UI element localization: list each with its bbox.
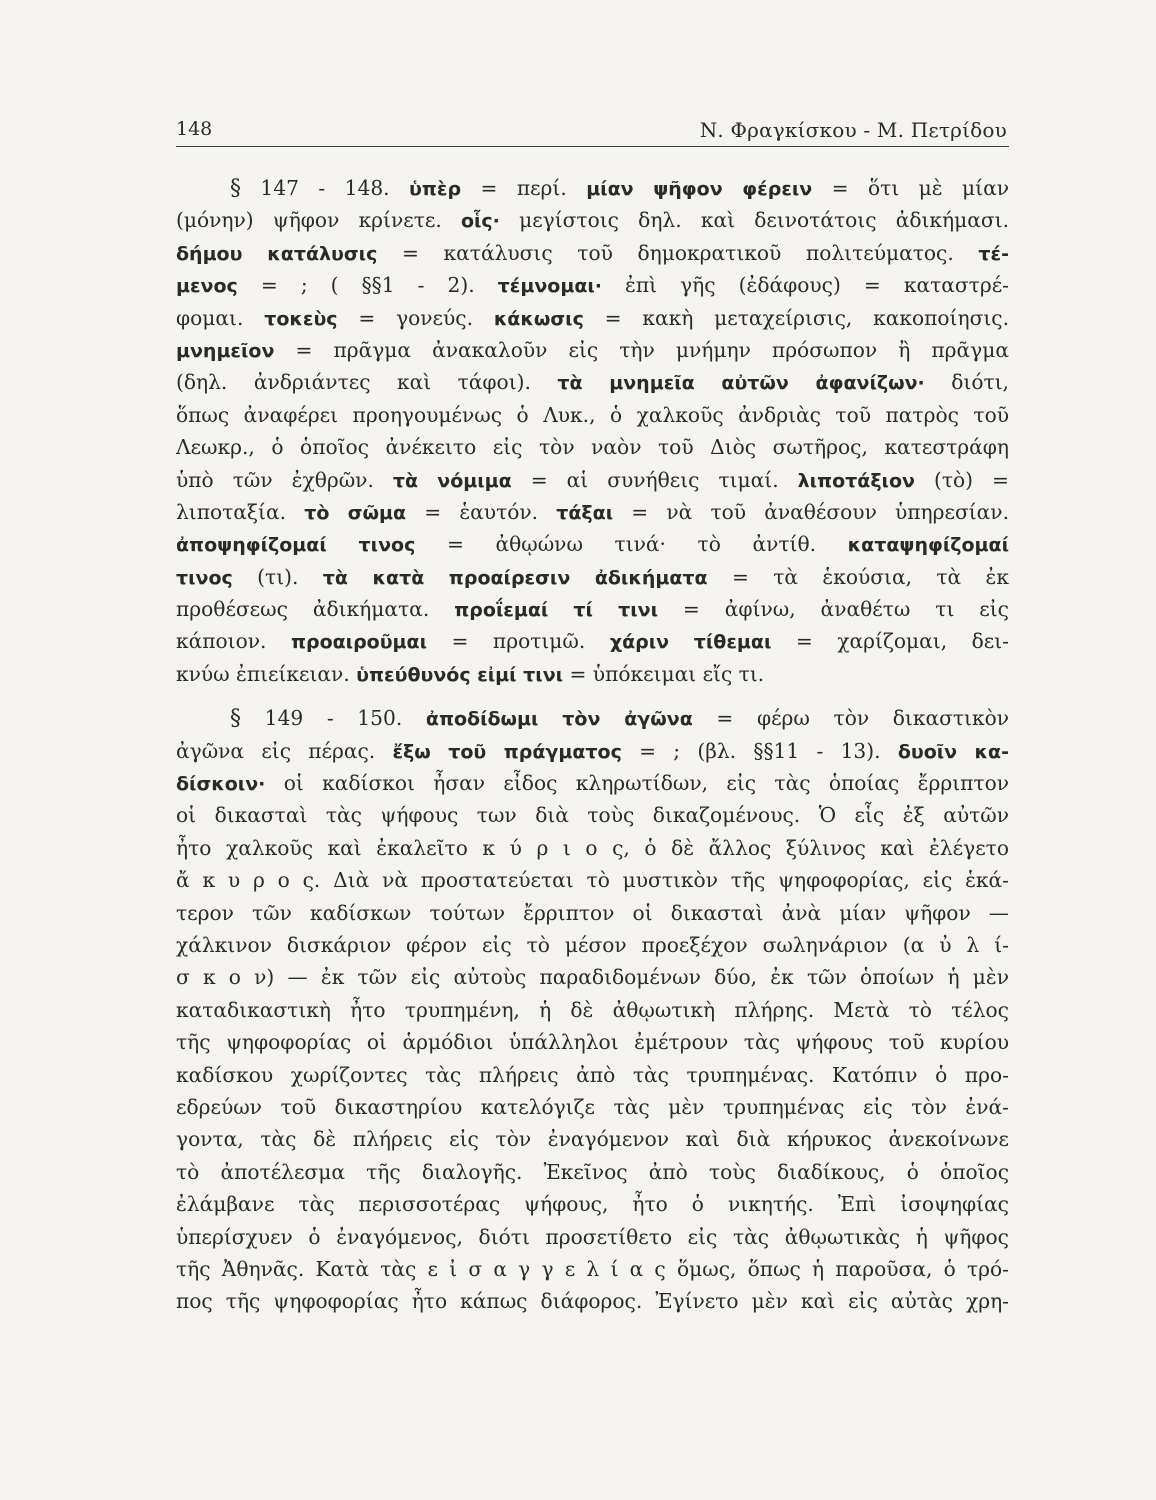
section-sign: § — [230, 706, 241, 732]
para1-line: § 147 - 148. ὑπὲρ = περί. μίαν ψῆφον φέρειν = ὅτι μὲ μίαν — [230, 176, 1009, 201]
para1-line: κάποιον. προαιροῦμαι = προτιμῶ. χάριν τίθεμαι = χαρίζομαι, δει- — [176, 629, 1009, 654]
para1-line: προθέσεως ἀδικήματα. προΐεμαί τί τινι = ἀφίνω, ἀναθέτω τι εἰς — [176, 597, 1009, 622]
running-head: Ν. Φραγκίσκου - Μ. Πετρίδου — [699, 118, 1007, 142]
para1-line: κνύω ἐπιείκειαν. ὑπεύθυνός εἰμί τινι = ὑπόκειμαι εἴς τι. — [176, 661, 765, 686]
para1-line: δήμου κατάλυσις = κατάλυσις τοῦ δημοκρατικοῦ πολιτεύματος. τέ- — [176, 240, 1009, 265]
para2-line: πος τῆς ψηφοφορίας ἦτο κάπως διάφορος. Ἐγίνετο μὲν καὶ εἰς αὐτὰς χρη- — [176, 1289, 1009, 1314]
para1-line: (μόνην) ψῆφον κρίνετε. οἷς· μεγίστοις δηλ. καὶ δεινοτάτοις ἀδικήμασι. — [176, 208, 1009, 233]
para2-line: οἱ δικασταὶ τὰς ψήφους των διὰ τοὺς δικαζομένους. Ὁ εἷς ἐξ αὐτῶν — [176, 803, 1009, 828]
page-number: 148 — [176, 118, 213, 140]
para2-line: τερον τῶν καδίσκων τούτων ἔρριπτον οἱ δικασταὶ ἀνὰ μίαν ψῆφον — — [176, 900, 1009, 925]
para2-line: καδίσκου χωρίζοντες τὰς πλήρεις ἀπὸ τὰς τρυπημένας. Κατόπιν ὁ προ- — [176, 1062, 1009, 1087]
para2-line: τὸ ἀποτέλεσμα τῆς διαλογῆς. Ἐκεῖνος ἀπὸ τοὺς διαδίκους, ὁ ὁποῖος — [176, 1159, 1009, 1184]
para1-line: φομαι. τοκεὺς = γονεύς. κάκωσις = κακὴ μεταχείρισις, κακοποίησις. — [176, 305, 1009, 330]
para2-line: ἐλάμβανε τὰς περισσοτέρας ψήφους, ἦτο ὁ νικητής. Ἐπὶ ἰσοψηφίας — [176, 1192, 1009, 1217]
para1-line: λιποταξία. τὸ σῶμα = ἑαυτόν. τάξαι = νὰ τοῦ ἀναθέσουν ὑπηρεσίαν. — [176, 499, 1009, 524]
para2-line: σ κ ο ν) — ἐκ τῶν εἰς αὐτοὺς παραδιδομένων δύο, ἐκ τῶν ὁποίων ἡ μὲν — [176, 965, 1009, 990]
para1-line: ὑπὸ τῶν ἐχθρῶν. τὰ νόμιμα = αἱ συνήθεις τιμαί. λιποτάξιον (τὸ) = — [176, 467, 1009, 492]
para2-line: § 149 - 150. ἀποδίδωμι τὸν ἀγῶνα = φέρω τὸν δικαστικὸν — [230, 706, 1009, 732]
para2-line: χάλκινον δισκάριον φέρον εἰς τὸ μέσον προεξέχον σωληνάριον (α ὐ λ ί- — [176, 932, 1009, 957]
section-sign: § — [230, 176, 241, 201]
para2-line: ἦτο χαλκοῦς καὶ ἐκαλεῖτο κ ύ ρ ι ο ς, ὁ δὲ ἄλλος ξύλινος καὶ ἐλέγετο — [176, 835, 1009, 860]
para2-line: τῆς ψηφοφορίας οἱ ἁρμόδιοι ὑπάλληλοι ἐμέτρουν τὰς ψήφους τοῦ κυρίου — [176, 1030, 1009, 1055]
para1-line: (δηλ. ἀνδριάντες καὶ τάφοι). τὰ μνημεῖα αὐτῶν ἀφανίζων· διότι, — [176, 370, 1009, 395]
para1-line: Λεωκρ., ὁ ὁποῖος ἀνέκειτο εἰς τὸν ναὸν τοῦ Διὸς σωτῆρος, κατεστράφη — [176, 435, 1009, 460]
para2-line: ἀγῶνα εἰς πέρας. ἔξω τοῦ πράγματος = ; (βλ. §§11 - 13). δυοῖν κα- — [176, 738, 1009, 763]
para1-line: μνημεῖον = πρᾶγμα ἀνακαλοῦν εἰς τὴν μνήμην πρόσωπον ἢ πρᾶγμα — [176, 337, 1009, 362]
commentary-body — [176, 172, 1009, 1318]
para2-line: τῆς Ἀθηνᾶς. Κατὰ τὰς ε ἰ σ α γ γ ε λ ί α ς ὅμως, ὅπως ἡ παροῦσα, ὁ τρό- — [176, 1256, 1009, 1281]
page-header — [176, 118, 1009, 147]
para2-line: ἄ κ υ ρ ο ς. Διὰ νὰ προστατεύεται τὸ μυστικὸν τῆς ψηφοφορίας, εἰς ἑκά- — [176, 868, 1009, 893]
para1-line: ἀποψηφίζομαί τινος = ἀθῳώνω τινά· τὸ ἀντίθ. καταψηφίζομαί — [176, 532, 1009, 557]
para1-line: ὅπως ἀναφέρει προηγουμένως ὁ Λυκ., ὁ χαλκοῦς ἀνδριὰς τοῦ πατρὸς τοῦ — [176, 402, 1009, 427]
para2-line: καταδικαστικὴ ἦτο τρυπημένη, ἡ δὲ ἀθῳωτικὴ πλήρης. Μετὰ τὸ τέλος — [176, 997, 1009, 1022]
para2-line: γοντα, τὰς δὲ πλήρεις εἰς τὸν ἐναγόμενον καὶ διὰ κήρυκος ἀνεκοίνωνε — [176, 1127, 1009, 1152]
para1-line: μενος = ; ( §§1 - 2). τέμνομαι· ἐπὶ γῆς (ἐδάφους) = καταστρέ- — [176, 273, 1009, 298]
para2-line: εδρεύων τοῦ δικαστηρίου κατελόγιζε τὰς μὲν τρυπημένας εἰς τὸν ἐνά- — [176, 1094, 1009, 1119]
para2-line: ὑπερίσχυεν ὁ ἐναγόμενος, διότι προσετίθετο εἰς τὰς ἀθῳωτικὰς ἡ ψῆφος — [176, 1224, 1009, 1249]
para2-line: δίσκοιν· οἱ καδίσκοι ἦσαν εἶδος κληρωτίδων, εἰς τὰς ὁποίας ἔρριπτον — [176, 771, 1009, 796]
para1-line: τινος (τι). τὰ κατὰ προαίρεσιν ἀδικήματα = τὰ ἑκούσια, τὰ ἐκ — [176, 564, 1009, 589]
